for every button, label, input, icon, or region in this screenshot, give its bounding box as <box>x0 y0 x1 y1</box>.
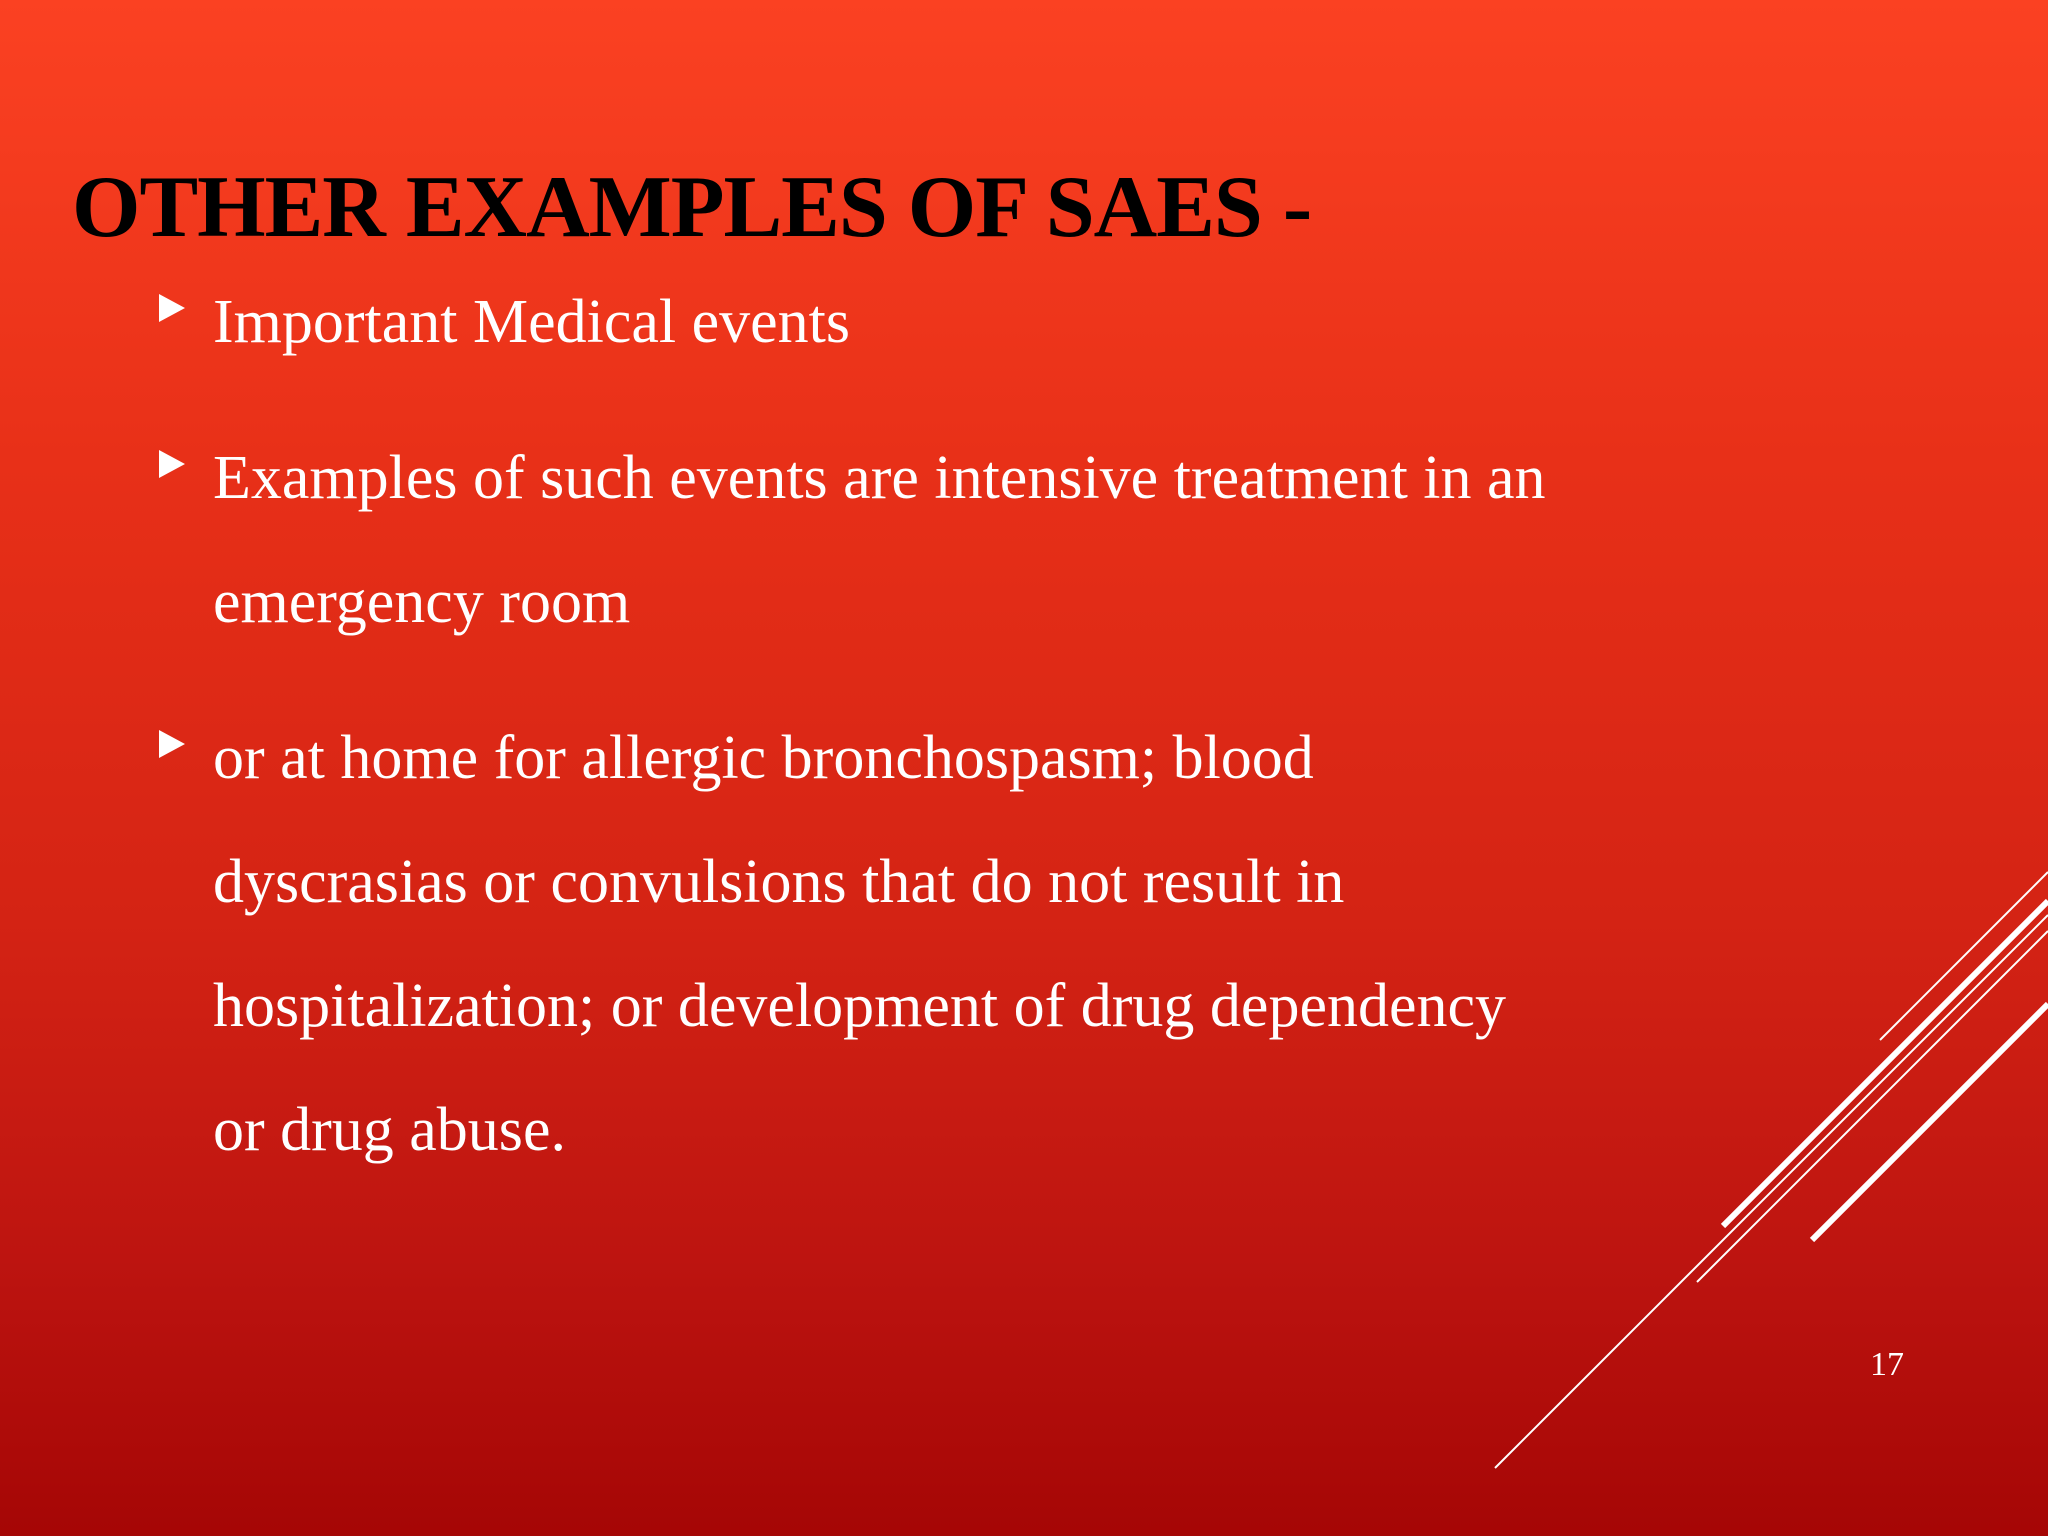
page-number: 17 <box>1870 1346 1904 1383</box>
bullet-text: Important Medical events <box>213 288 851 356</box>
slide-title: OTHER EXAMPLES OF SAES - <box>72 159 1312 256</box>
bullet-text: Examples of such events are intensive treatment in an emergency room <box>213 444 1546 636</box>
thin-diagonal-line <box>1495 915 2048 1468</box>
thick-diagonal-line <box>1723 901 2048 1226</box>
bullet-text: or at home for allergic bronchospasm; blood dyscrasias or convulsions that do not result in hospitalization; or development of drug dependency or drug abuse. <box>213 724 1507 1164</box>
thin-diagonal-line <box>1697 931 2048 1282</box>
thick-diagonal-line <box>1812 1004 2048 1240</box>
